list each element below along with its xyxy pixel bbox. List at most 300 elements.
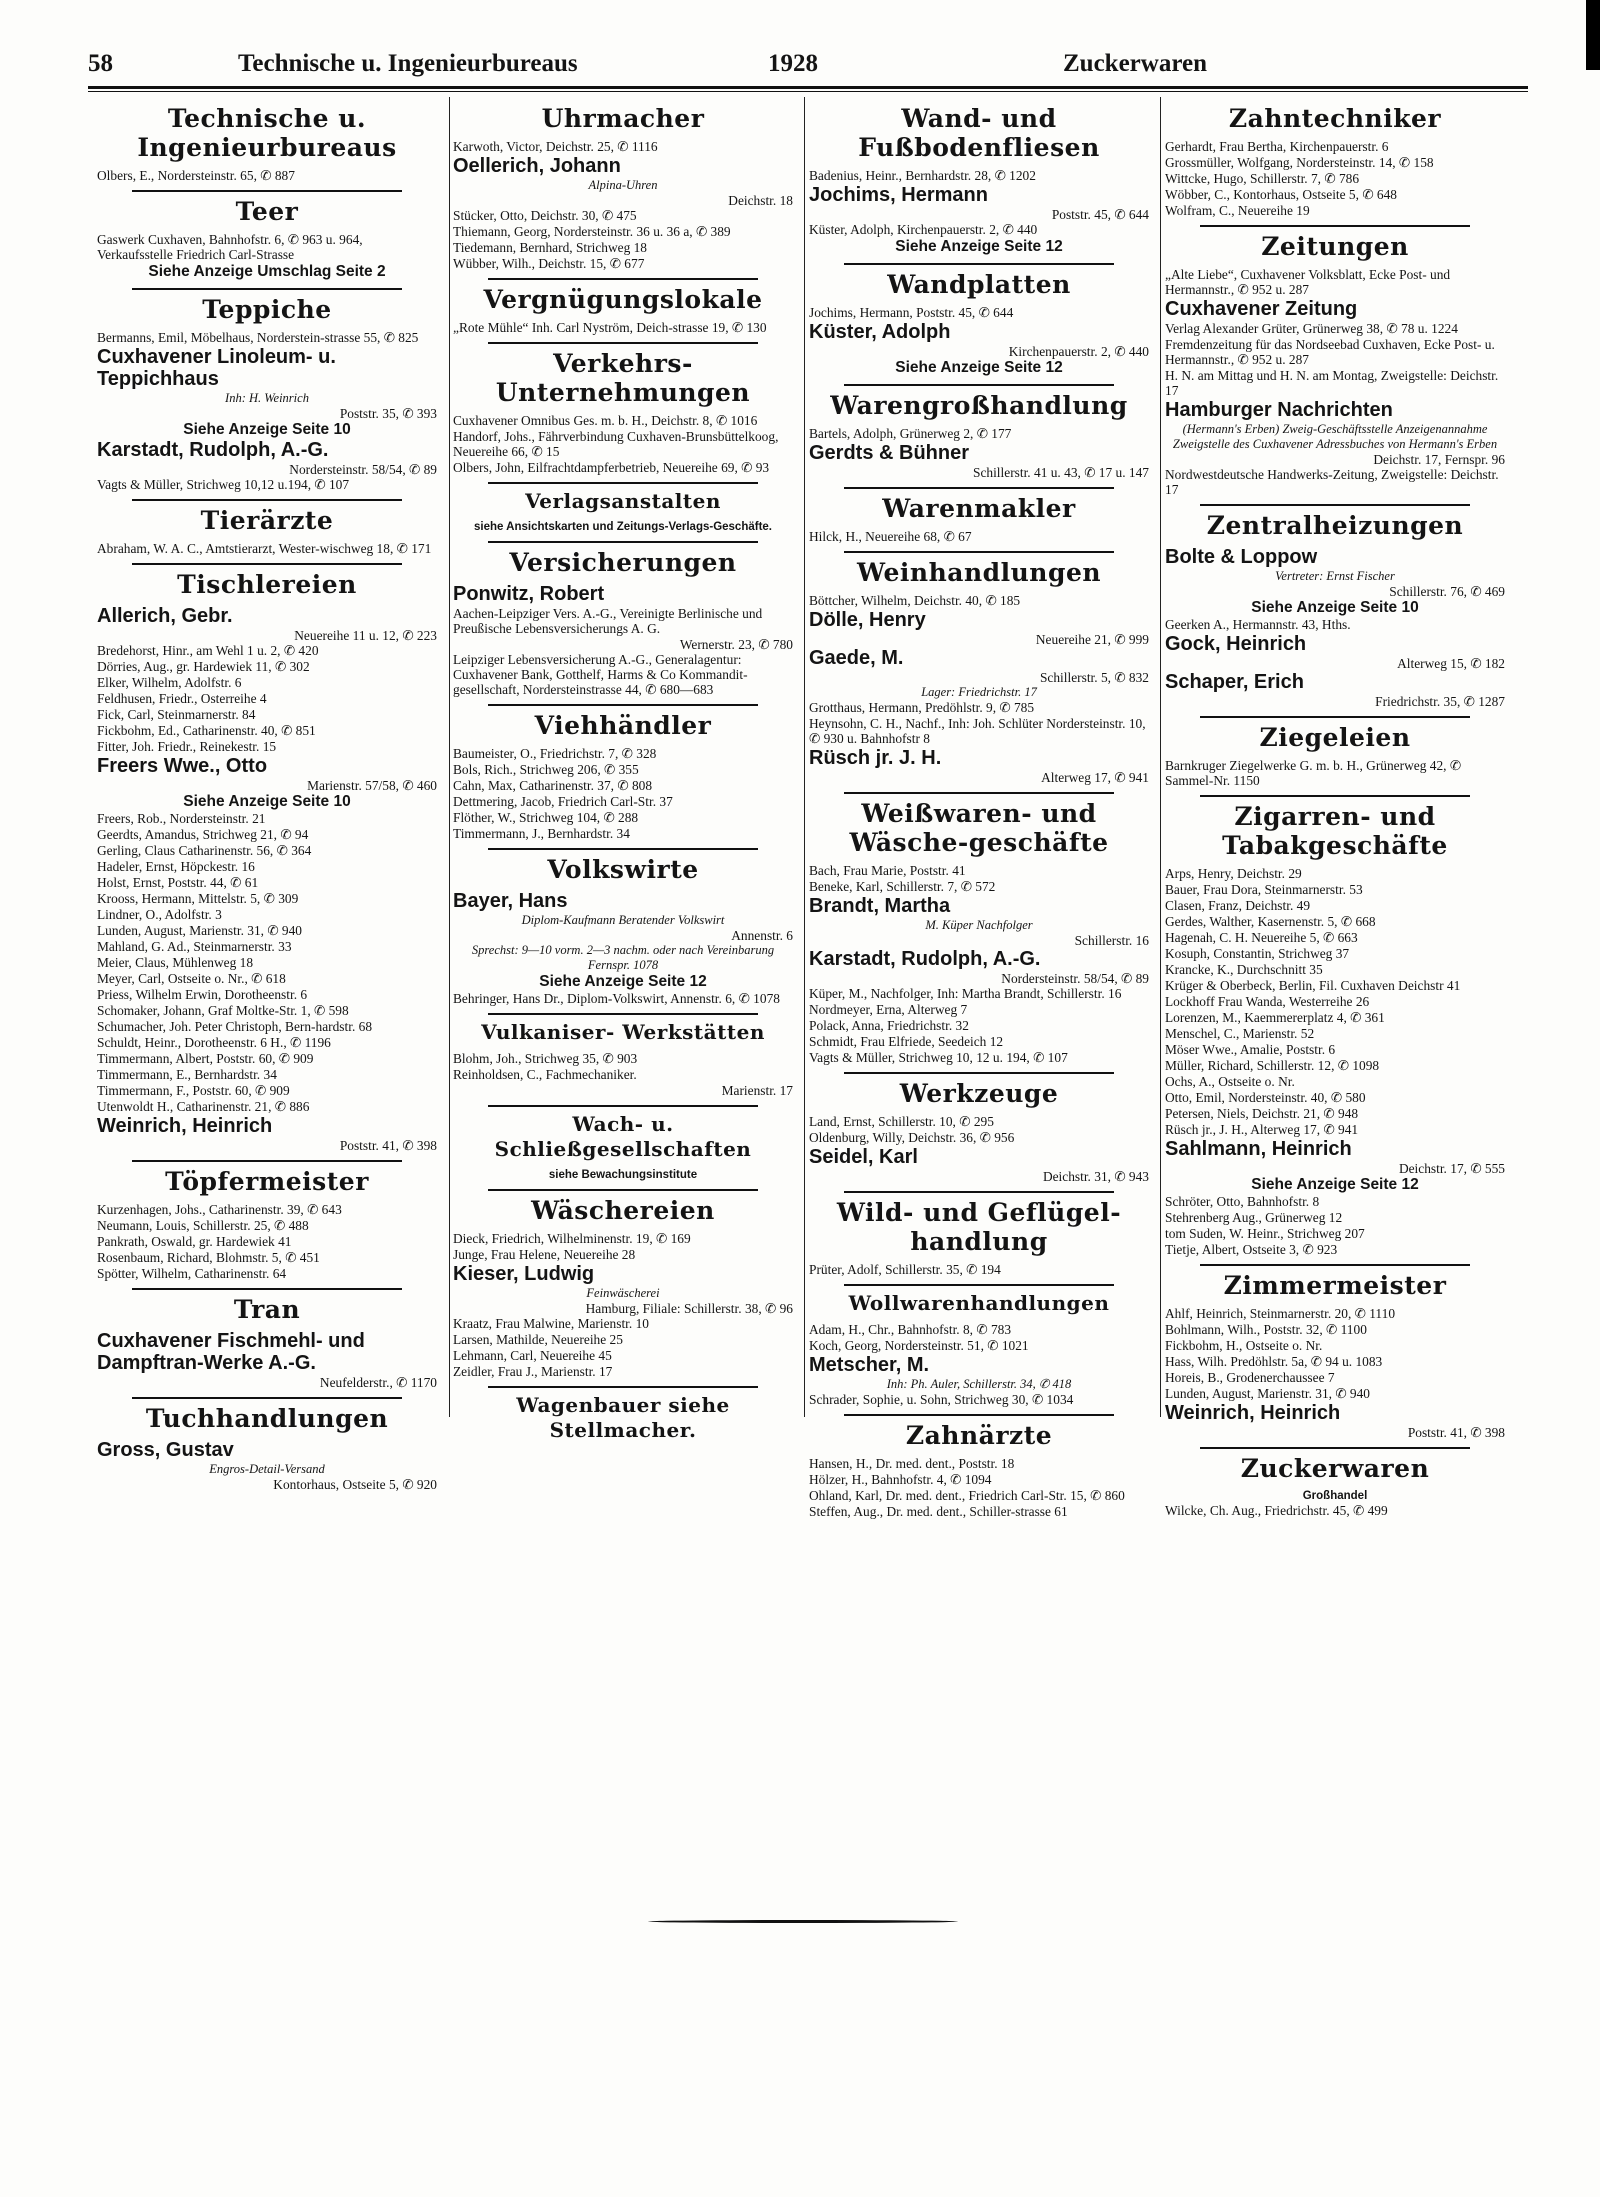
directory-entry [453,1316,793,1331]
entry-text: Dettmering, Jacob, Friedrich Carl-Str. 37 [453,794,673,809]
directory-entry [97,1067,437,1082]
directory-entry [809,1002,1149,1017]
entry-text: Adam, H., Chr., Bahnhofstr. 8, ✆ 783 [809,1322,1012,1337]
entry-address: Schillerstr. 16 [1074,933,1149,948]
section-heading: Zentralheizungen [1206,511,1464,540]
entry-text: Krooss, Hermann, Mittelstr. 5, ✆ 309 [97,891,299,906]
business-name [97,1115,437,1137]
business-name [453,583,793,605]
entry-text: Spötter, Wilhelm, Catharinenstr. 64 [97,1266,287,1281]
section-heading: Tuchhandlungen [145,1404,389,1433]
entry-text: Hilck, H., Neuereihe 68, ✆ 67 [809,529,972,544]
entry-text: Karstadt, Rudolph, A.-G. [97,439,329,461]
entry-text: Koch, Georg, Nordersteinstr. 51, ✆ 1021 [809,1338,1029,1353]
directory-entry [1165,187,1505,202]
directory-entry [97,923,437,938]
entry-text: Arps, Henry, Deichstr. 29 [1165,866,1302,881]
entry-text: Gerdes, Walther, Kasernenstr. 5, ✆ 668 [1165,914,1376,929]
directory-entry [1165,467,1505,497]
section-separator [132,499,402,501]
entry-text: Küster, Adolph [809,321,951,343]
entry-text: Kraatz, Frau Malwine, Marienstr. 10 [453,1316,649,1331]
business-name [809,747,1149,769]
directory-entry [1165,758,1505,788]
advert-reference: Siehe Anzeige Seite 10 [1251,599,1419,616]
section-separator [1200,225,1470,227]
directory-entry [809,1456,1149,1471]
entry-text: Timmermann, F., Poststr. 60, ✆ 909 [97,1083,290,1098]
section-heading: Verlagsanstalten [525,489,721,513]
header-right-title: Zuckerwaren [1063,50,1207,77]
column-divider [449,97,450,1417]
section-heading: Vergnügungslokale [483,285,763,314]
entry-subline: Vertreter: Ernst Fischer [1275,569,1395,583]
header-left-title: Technische u. Ingenieurbureaus [238,50,578,77]
directory-entry [97,939,437,954]
directory-entry [809,1034,1149,1049]
directory-entry [809,1018,1149,1033]
directory-entry [97,659,437,674]
section-separator [488,278,758,280]
entry-address: Alterweg 17, ✆ 941 [1041,770,1149,785]
directory-entry [97,1019,437,1034]
section-heading: Zahntechniker [1228,104,1442,133]
entry-text: Karwoth, Victor, Deichstr. 25, ✆ 1116 [453,139,658,154]
business-name [809,948,1149,970]
entry-text: Möser Wwe., Amalie, Poststr. 6 [1165,1042,1336,1057]
entry-address: Neufelderstr., ✆ 1170 [319,1375,437,1390]
entry-text: Petersen, Niels, Deichstr. 21, ✆ 948 [1165,1106,1359,1121]
entry-text: Schaper, Erich [1165,671,1304,693]
entry-text: Jochims, Hermann [809,184,988,206]
section-separator [132,1288,402,1290]
directory-entry [97,1099,437,1114]
section-heading: Warengroßhandlung [830,391,1128,420]
entry-text: Feldhusen, Friedr., Osterreihe 4 [97,691,267,706]
directory-entry [1165,1058,1505,1073]
entry-text: Nordwestdeutsche Handwerks-Zeitung, Zweigstelle: Deichstr. 17 [1165,467,1499,497]
section-heading: Wäschereien [531,1196,715,1225]
directory-entry [97,955,437,970]
entry-text: Krüger & Oberbeck, Berlin, Fil. Cuxhaven Deichstr 41 [1165,978,1461,993]
directory-entry [1165,978,1505,993]
entry-text: Pankrath, Oswald, gr. Hardewiek 41 [97,1234,292,1249]
directory-entry [97,477,437,492]
directory-entry [809,1050,1149,1065]
directory-entry [97,1250,437,1265]
entry-subline: M. Küper Nachfolger [925,918,1033,932]
entry-text: Freers, Rob., Nordersteinstr. 21 [97,811,266,826]
directory-entry [809,593,1149,608]
entry-text: Wilcke, Ch. Aug., Friedrichstr. 45, ✆ 499 [1165,1503,1388,1518]
entry-text: Geerken A., Hermannstr. 43, Hths. [1165,617,1351,632]
entry-text: Vagts & Müller, Strichweg 10,12 u.194, ✆ 107 [97,477,350,492]
entry-subline: Lager: Friedrichstr. 17 [921,685,1037,699]
directory-entry [97,987,437,1002]
entry-text: Meyer, Carl, Ostseite o. Nr., ✆ 618 [97,971,286,986]
entry-text: Tiedemann, Bernhard, Strichweg 18 [453,240,648,255]
directory-entry [809,1472,1149,1487]
directory-entry [809,700,1149,715]
entry-subline: Alpina-Uhren [588,178,658,192]
directory-entry [97,675,437,690]
entry-text: Ohland, Karl, Dr. med. dent., Friedrich Carl-Str. 15, ✆ 860 [809,1488,1125,1503]
entry-text: Hansen, H., Dr. med. dent., Poststr. 18 [809,1456,1015,1471]
entry-subline: (Hermann's Erben) Zweig-Geschäftsstelle Anzeigenannahme [1182,422,1488,436]
section-separator [488,342,758,344]
entry-address: Kirchenpauerstr. 2, ✆ 440 [1008,344,1149,359]
entry-text: Kurzenhagen, Johs., Catharinenstr. 39, ✆ 643 [97,1202,342,1217]
entry-address: Wernerstr. 23, ✆ 780 [679,637,793,652]
entry-text: Timmermann, E., Bernhardstr. 34 [97,1067,277,1082]
directory-entry [809,879,1149,894]
directory-entry [97,707,437,722]
section-separator [1200,504,1470,506]
entry-text: Böttcher, Wilhelm, Deichstr. 40, ✆ 185 [809,593,1021,608]
section-separator [1200,1447,1470,1449]
entry-text: Rüsch jr. J. H. [809,747,942,769]
entry-text: Krancke, K., Durchschnitt 35 [1165,962,1323,977]
header-year: 1928 [768,50,818,77]
section-separator [132,1397,402,1399]
directory-entry [1165,1370,1505,1385]
entry-text: Cuxhavener Linoleum- u. Teppichhaus [97,346,336,390]
entry-text: Gerdts & Bühner [809,442,970,464]
entry-text: Prüter, Adolf, Schillerstr. 35, ✆ 194 [809,1262,1001,1277]
business-name [1165,1402,1505,1424]
entry-text: Cuxhavener Zeitung [1165,298,1358,320]
section-separator [844,1072,1114,1074]
entry-text: Schrader, Sophie, u. Sohn, Strichweg 30, ✆ 1034 [809,1392,1074,1407]
entry-address: Marienstr. 17 [721,1083,793,1098]
entry-text: Gaswerk Cuxhaven, Bahnhofstr. 6, ✆ 963 u. 964, Verkaufsstelle Friedrich Carl-Strasse [97,232,363,262]
business-name [809,609,1149,631]
section-separator [132,563,402,565]
entry-text: Olbers, E., Nordersteinstr. 65, ✆ 887 [97,168,295,183]
directory-entry [453,1051,793,1066]
business-name [809,1354,1149,1376]
entry-text: Ponwitz, Robert [453,583,605,605]
directory-column-2 [453,100,793,1442]
section-heading: Zuckerwaren [1240,1454,1430,1483]
directory-entry [1165,1074,1505,1089]
section-separator [1200,716,1470,718]
directory-entry [1165,1026,1505,1041]
column-divider [1160,97,1161,1417]
directory-entry [1165,1090,1505,1105]
directory-entry [453,1247,793,1262]
entry-text: Lehmann, Carl, Neuereihe 45 [453,1348,612,1363]
entry-text: Seidel, Karl [809,1146,918,1168]
directory-entry [809,986,1149,1001]
entry-text: Behringer, Hans Dr., Diplom-Volkswirt, Annenstr. 6, ✆ 1078 [453,991,780,1006]
directory-entry [1165,930,1505,945]
page-header [88,50,1528,84]
directory-entry [453,208,793,223]
entry-text: H. N. am Mittag und H. N. am Montag, Zweigstelle: Deichstr. 17 [1165,368,1499,398]
entry-text: Hamburger Nachrichten [1165,399,1393,421]
business-name [1165,671,1505,693]
entry-text: Mahland, G. Ad., Steinmarnerstr. 33 [97,939,292,954]
directory-entry [1165,139,1505,154]
directory-column-4 [1165,100,1505,1518]
directory-entry [453,652,793,697]
directory-entry [453,139,793,154]
directory-entry [453,746,793,761]
directory-entry [809,305,1149,320]
section-separator [488,704,758,706]
entry-text: Fick, Carl, Steinmarnerstr. 84 [97,707,256,722]
directory-entry [1165,914,1505,929]
entry-text: Fickbohm, H., Ostseite o. Nr. [1165,1338,1323,1353]
section-heading: Viehhändler [534,711,712,740]
entry-address: Neuereihe 21, ✆ 999 [1035,632,1149,647]
entry-text: Kosuph, Constantin, Strichweg 37 [1165,946,1350,961]
directory-entry [809,863,1149,878]
directory-entry [1165,1242,1505,1257]
entry-text: Junge, Frau Helene, Neuereihe 28 [453,1247,636,1262]
entry-text: Heynsohn, C. H., Nachf., Inh: Joh. Schlüter Nordersteinstr. 10, ✆ 930 u. Bahnhofstr 8 [809,716,1146,746]
entry-text: Bredehorst, Hinr., am Wehl 1 u. 2, ✆ 420 [97,643,319,658]
entry-text: Weinrich, Heinrich [1165,1402,1341,1424]
end-ornament-rule [648,1920,958,1923]
section-separator [488,541,758,543]
entry-text: Reinholdsen, C., Fachmechaniker. [453,1067,637,1082]
entry-text: Bohlmann, Wilh., Poststr. 32, ✆ 1100 [1165,1322,1367,1337]
entry-text: Horeis, B., Grodenerchaussee 7 [1165,1370,1335,1385]
entry-text: Gerling, Claus Catharinenstr. 56, ✆ 364 [97,843,312,858]
entry-text: tom Suden, W. Heinr., Strichweg 207 [1165,1226,1365,1241]
directory-entry [1165,203,1505,218]
directory-entry [453,794,793,809]
column-divider [804,97,805,1417]
directory-entry [1165,1210,1505,1225]
business-name [809,321,1149,343]
cross-reference: siehe Ansichtskarten und Zeitungs-Verlags-Geschäfte. [473,521,773,533]
entry-subline: Feinwäscherei [586,1286,660,1300]
section-separator [488,1105,758,1107]
entry-text: Timmermann, J., Bernhardstr. 34 [453,826,630,841]
directory-entry [1165,994,1505,1009]
cross-reference: Großhandel [1302,1490,1368,1502]
section-heading: Zeitungen [1261,232,1409,261]
business-name [1165,633,1505,655]
directory-entry [809,716,1149,746]
entry-address: Deichstr. 17, ✆ 555 [1398,1161,1505,1176]
entry-address: Schillerstr. 41 u. 43, ✆ 17 u. 147 [973,465,1149,480]
entry-subline: Diplom-Kaufmann Beratender Volkswirt [521,913,725,927]
page-number: 58 [88,50,113,77]
business-name [453,155,793,177]
section-separator [488,1189,758,1191]
directory-entry [97,811,437,826]
entry-text: Stehrenberg Aug., Grünerweg 12 [1165,1210,1343,1225]
business-name [1165,298,1505,320]
entry-text: Rüsch jr., J. H., Alterweg 17, ✆ 941 [1165,1122,1359,1137]
section-heading: Volkswirte [547,855,699,884]
directory-entry [453,991,793,1006]
directory-entry [1165,882,1505,897]
section-heading: Tierärzte [200,506,334,535]
advert-reference: Siehe Anzeige Seite 12 [1251,1176,1419,1193]
entry-address: Friedrichstr. 35, ✆ 1287 [1375,694,1505,709]
directory-entry [97,1035,437,1050]
directory-entry [1165,1194,1505,1209]
directory-entry [97,643,437,658]
entry-address: Hamburg, Filiale: Schillerstr. 38, ✆ 96 [585,1301,793,1316]
entry-text: Weinrich, Heinrich [97,1115,273,1137]
directory-entry [1165,171,1505,186]
section-heading: Wandplatten [887,270,1071,299]
entry-text: Meier, Claus, Mühlenweg 18 [97,955,254,970]
entry-text: Schuldt, Heinr., Dorotheenstr. 6 H., ✆ 1196 [97,1035,331,1050]
entry-text: Küper, M., Nachfolger, Inh: Martha Brandt, Schillerstr. 16 [809,986,1122,1001]
entry-text: Gerhardt, Frau Bertha, Kirchenpauerstr. 6 [1165,139,1389,154]
entry-text: Hass, Wilh. Predöhlstr. 5a, ✆ 94 u. 1083 [1165,1354,1383,1369]
business-name [809,647,1149,669]
section-heading: Warenmakler [882,494,1076,523]
directory-entry [809,1504,1149,1519]
entry-text: Olbers, John, Eilfrachtdampferbetrieb, Neuereihe 69, ✆ 93 [453,460,770,475]
entry-text: Bach, Frau Marie, Poststr. 41 [809,863,966,878]
directory-entry [453,240,793,255]
directory-entry [97,1003,437,1018]
directory-entry [453,810,793,825]
entry-text: Bauer, Frau Dora, Steinmarnerstr. 53 [1165,882,1363,897]
directory-entry [453,1332,793,1347]
section-separator [844,1191,1114,1193]
entry-text: Gaede, M. [809,647,904,669]
directory-entry [97,1234,437,1249]
directory-entry [1165,1503,1505,1518]
entry-address: Poststr. 45, ✆ 644 [1051,207,1149,222]
directory-entry [97,875,437,890]
entry-text: Bayer, Hans [453,890,568,912]
entry-text: Schumacher, Joh. Peter Christoph, Bern-hardstr. 68 [97,1019,373,1034]
section-heading: Teppiche [202,295,332,324]
section-separator [844,1284,1114,1286]
section-heading: Wach- u. Schließgesellschaften [494,1112,752,1161]
directory-entry [97,723,437,738]
business-name [97,1439,437,1461]
section-separator [844,551,1114,553]
section-separator [132,1160,402,1162]
business-name [97,605,437,627]
directory-entry [1165,1386,1505,1401]
section-heading: Tischlereien [177,570,357,599]
entry-address: Deichstr. 31, ✆ 943 [1042,1169,1149,1184]
section-heading: Wild- und Geflügel-handlung [836,1198,1122,1256]
entry-text: Barnkruger Ziegelwerke G. m. b. H., Grünerweg 42, ✆ Sammel-Nr. 1150 [1165,758,1462,788]
directory-entry [1165,368,1505,398]
directory-entry [97,330,437,345]
business-name [809,442,1149,464]
entry-subline: Inh: H. Weinrich [225,391,309,405]
directory-entry [97,232,437,262]
entry-text: Lunden, August, Marienstr. 31, ✆ 940 [97,923,302,938]
directory-entry [1165,267,1505,297]
entry-text: Küster, Adolph, Kirchenpauerstr. 2, ✆ 440 [809,222,1038,237]
section-separator [488,482,758,484]
entry-text: Allerich, Gebr. [97,605,233,627]
directory-entry [453,1364,793,1379]
business-name [809,1146,1149,1168]
directory-entry [453,1067,793,1082]
entry-text: Hadeler, Ernst, Höpckestr. 16 [97,859,255,874]
entry-address: Marienstr. 57/58, ✆ 460 [307,778,437,793]
entry-text: Wolfram, C., Neuereihe 19 [1165,203,1310,218]
advert-reference: Siehe Anzeige Umschlag Seite 2 [148,263,386,280]
entry-text: Blohm, Joh., Strichweg 35, ✆ 903 [453,1051,638,1066]
advert-reference: Siehe Anzeige Seite 12 [895,359,1063,376]
directory-entry [809,426,1149,441]
section-heading: Zahnärzte [905,1421,1053,1450]
section-separator [1200,795,1470,797]
directory-entry [809,1392,1149,1407]
business-name [97,1330,437,1374]
entry-text: Vagts & Müller, Strichweg 10, 12 u. 194, ✆ 107 [809,1050,1068,1065]
entry-text: Dörries, Aug., gr. Hardewiek 11, ✆ 302 [97,659,310,674]
entry-text: Müller, Richard, Schillerstr. 12, ✆ 1098 [1165,1058,1380,1073]
directory-entry [1165,155,1505,170]
directory-entry [97,1266,437,1281]
entry-text: Zeidler, Frau J., Marienstr. 17 [453,1364,613,1379]
entry-text: Karstadt, Rudolph, A.-G. [809,948,1041,970]
section-separator [1200,1264,1470,1266]
directory-entry [97,168,437,183]
directory-entry [809,1338,1149,1353]
directory-entry [1165,946,1505,961]
entry-text: Brandt, Martha [809,895,951,917]
section-heading: Töpfermeister [165,1167,369,1196]
directory-entry [97,1051,437,1066]
directory-entry [1165,1106,1505,1121]
entry-address: Poststr. 35, ✆ 393 [339,406,437,421]
directory-column-3 [809,100,1149,1519]
entry-text: Steffen, Aug., Dr. med. dent., Schiller-strasse 61 [809,1504,1068,1519]
entry-text: Fremdenzeitung für das Nordseebad Cuxhaven, Ecke Post- u. Hermannstr., ✆ 952 u. 287 [1165,337,1495,367]
entry-text: Dieck, Friedrich, Wilhelminenstr. 19, ✆ 169 [453,1231,691,1246]
entry-address: Poststr. 41, ✆ 398 [339,1138,437,1153]
directory-entry [453,826,793,841]
directory-entry [97,843,437,858]
entry-text: Bolte & Loppow [1165,546,1318,568]
entry-text: Freers Wwe., Otto [97,755,268,777]
section-heading: Wollwarenhandlungen [848,1291,1110,1315]
directory-entry [809,529,1149,544]
section-heading: Versicherungen [509,548,737,577]
entry-text: Fitter, Joh. Friedr., Reinekestr. 15 [97,739,277,754]
entry-text: Lorenzen, M., Kaemmererplatz 4, ✆ 361 [1165,1010,1385,1025]
directory-entry [1165,1354,1505,1369]
business-name [1165,546,1505,568]
entry-text: Schomaker, Johann, Graf Moltke-Str. 1, ✆ 598 [97,1003,349,1018]
entry-text: Gross, Gustav [97,1439,234,1461]
directory-entry [453,320,793,335]
entry-text: Priess, Wilhelm Erwin, Dorotheenstr. 6 [97,987,308,1002]
directory-entry [1165,962,1505,977]
directory-entry [453,460,793,475]
section-heading: Zigarren- und Tabakgeschäfte [1222,802,1448,860]
directory-entry [453,429,793,459]
directory-entry [1165,1042,1505,1057]
directory-entry [1165,617,1505,632]
entry-text: Bartels, Adolph, Grünerweg 2, ✆ 177 [809,426,1012,441]
directory-entry [809,222,1149,237]
business-name [453,1263,793,1285]
entry-text: Cuxhavener Fischmehl- und Dampftran-Werke A.-G. [97,1330,365,1374]
directory-entry [453,224,793,239]
